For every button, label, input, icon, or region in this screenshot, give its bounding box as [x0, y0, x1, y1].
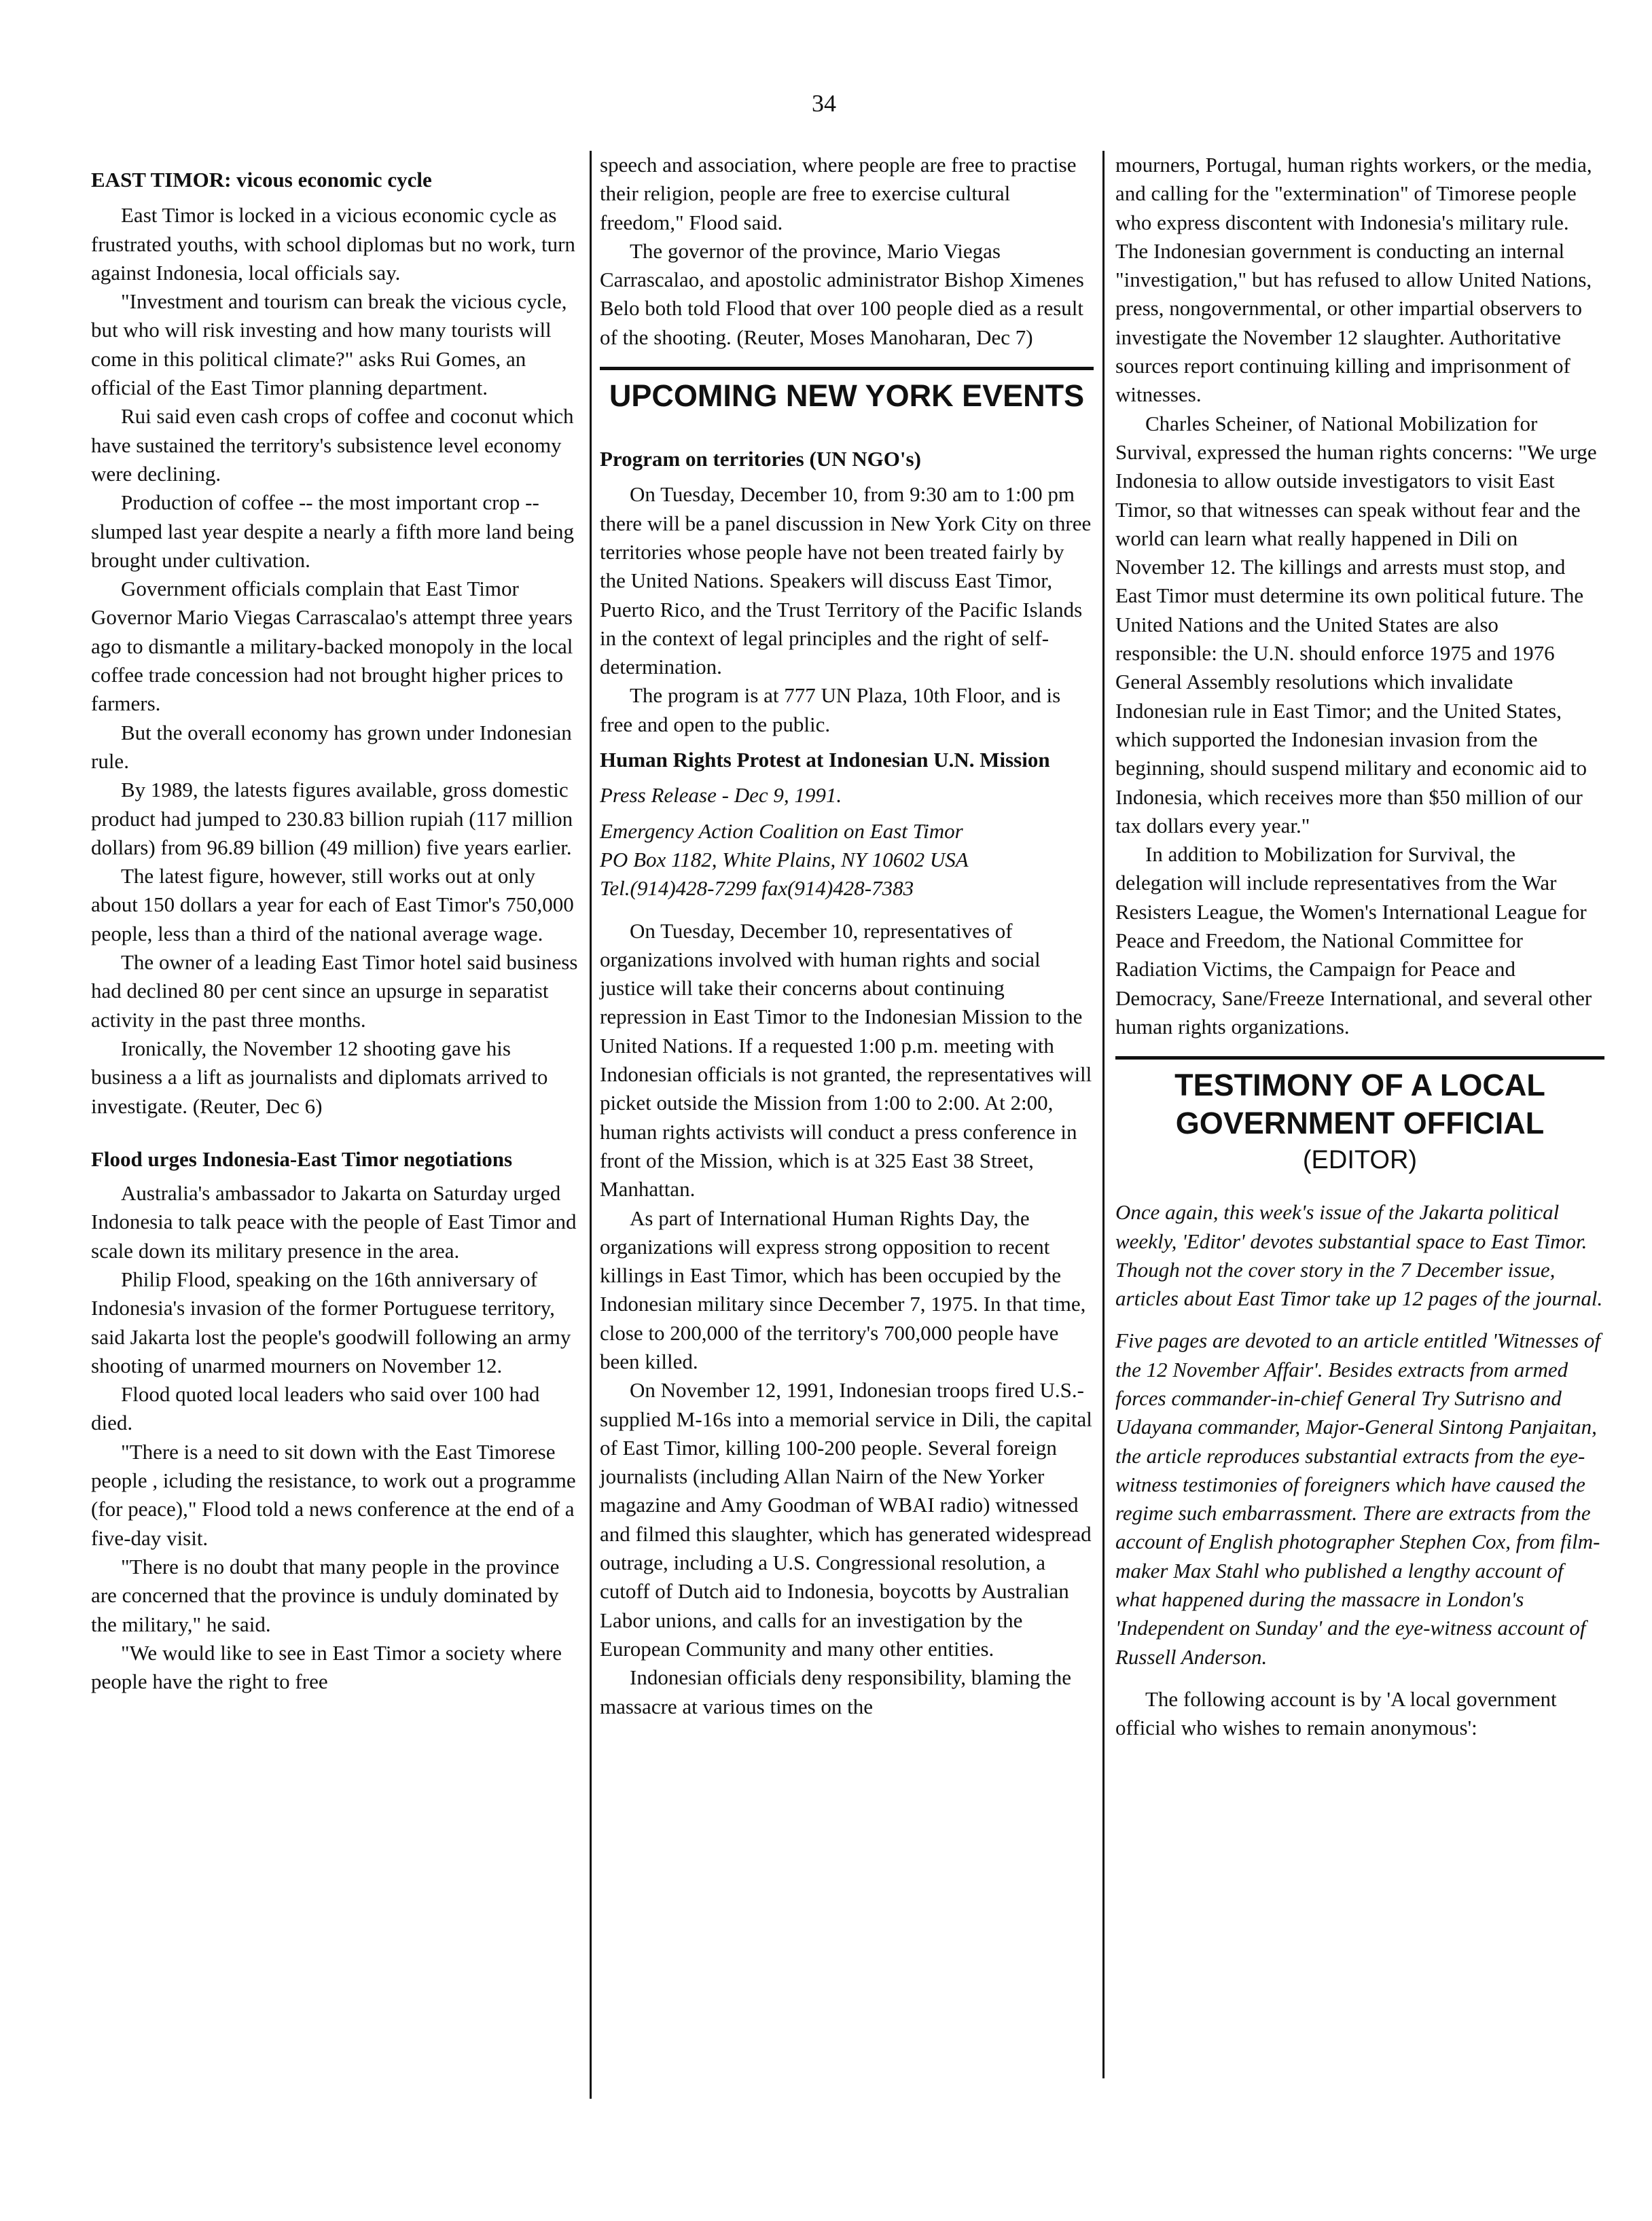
subheading-protest: Human Rights Protest at Indonesian U.N. Mission [600, 748, 1050, 772]
paragraph: The latest figure, however, still works out at only about 150 dollars a year for each of East Timor's 750,000 people, less than a third of the national average wage. [91, 864, 574, 945]
paragraph: Australia's ambassador to Jakarta on Saturday urged Indonesia to talk peace with the people of East Timor and scale down its military presence in the area. [91, 1181, 577, 1263]
paragraph: Flood quoted local leaders who said over 100 had died. [91, 1382, 540, 1435]
paragraph: Philip Flood, speaking on the 16th anniversary of Indonesia's invasion of the former Portuguese territory, said Jakarta lost the people's goodwill following an army shooting of unarmed mourners on November 12. [91, 1267, 571, 1377]
paragraph: The following account is by 'A local government official who wishes to remain anonymous': [1115, 1686, 1557, 1740]
paragraph: Charles Scheiner, of National Mobilization for Survival, expressed the human rights concerns: "We urge Indonesia to allow outside investigators to visit East Timor, so that witnesses can speak without fear and the world can learn what really happened in Dili on November 12. The killings and arrests must stop, and East Timor must determine its own political future. The United Nations and the United States are also responsible: the U.N. should enforce 1975 and 1976 General Assembly resolutions which invalidate Indonesian rule in East Timor; and the United States, which supported the Indonesian invasion from the beginning, should suspend military and economic aid to Indonesia, which receives more than $50 million of our tax dollars every year." [1115, 411, 1597, 837]
section-rule [600, 367, 1094, 370]
paragraph: Ironically, the November 12 shooting gave his business a a lift as journalists and diplomats arrived to investigate. (Reuter, Dec 6) [91, 1036, 548, 1118]
editor-intro: Five pages are devoted to an article entitled 'Witnesses of the 12 November Affair'. Besides extracts from armed forces commander-in-chief General Try Sutrisno and Udayana commander, Major-General Sintong Panjaitan, the article reproduces substantial extracts from the eye-witness testimonies of foreigners which have caused the regime such embarrassment. There are extracts from the account of English photographer Stephen Cox, from film-maker Max Stahl who published a lengthy account of what happened during the massacre in London's 'Independent on Sunday' and the eye-witness account of Russell Anderson. [1115, 1329, 1600, 1669]
paragraph: As part of International Human Rights Day, the organizations will express strong opposition to recent killings in East Timor, which has been occupied by the Indonesian military since December 7, 1975. In that time, close to 200,000 of the territory's 700,000 people have been killed. [600, 1206, 1086, 1373]
paragraph: Rui said even cash crops of coffee and coconut which have sustained the territory's subsistence level economy were declining. [91, 404, 574, 486]
paragraph: "There is a need to sit down with the East Timorese people , icluding the resistance, to work out a programme (for peace)," Flood told a news conference at the end of a five-day visit. [91, 1439, 576, 1550]
paragraph: In addition to Mobilization for Survival, the delegation will include representatives from the War Resisters League, the Women's International League for Peace and Freedom, the National Committee for Radiation Victims, the Campaign for Peace and Democracy, Sane/Freeze International, and several other human rights organizations. [1115, 842, 1592, 1039]
coalition-address: PO Box 1182, White Plains, NY 10602 USA [600, 847, 969, 871]
editor-intro: Once again, this week's issue of the Jakarta political weekly, 'Editor' devotes substantial space to East Timor. Though not the cover story in the 7 December issue, articles about East Timor take up 12 pages of the journal. [1115, 1200, 1603, 1311]
page-number: 34 [812, 90, 836, 117]
paragraph: The owner of a leading East Timor hotel said business had declined 80 per cent since an upsurge in separatist activity in the past three months. [91, 950, 578, 1032]
section-rule [1115, 1056, 1604, 1060]
paragraph: By 1989, the latests figures available, gross domestic product had jumped to 230.83 billion rupiah (117 million dollars) from 96.89 billion (49 million) five years earlier. [91, 778, 573, 859]
paragraph: But the overall economy has grown under Indonesian rule. [91, 720, 572, 773]
article-headline-economic-cycle: EAST TIMOR: vicous economic cycle [91, 168, 432, 192]
paragraph: East Timor is locked in a vicious economic cycle as frustrated youths, with school diplomas but no work, turn against Indonesia, local officials say. [91, 203, 575, 285]
paragraph: The governor of the province, Mario Viegas Carrascalao, and apostolic administrator Bishop Ximenes Belo both told Flood that over 100 people died as a result of the shooting. (Reuter, Moses Manoharan, Dec 7) [600, 238, 1084, 349]
coalition-phone: Tel.(914)428-7299 fax(914)428-7383 [600, 876, 914, 901]
column-1 [91, 166, 580, 1696]
article-headline-flood: Flood urges Indonesia-East Timor negotiations [91, 1146, 513, 1171]
paragraph: Indonesian officials deny responsibility, blaming the massacre at various times on the [600, 1665, 1072, 1718]
column-2 [600, 151, 1094, 1721]
paragraph: Production of coffee -- the most important crop -- slumped last year despite a nearly a fifth more land being brought under cultivation. [91, 490, 575, 572]
column-rule-right [1102, 151, 1105, 2078]
press-release-date: Press Release - Dec 9, 1991. [600, 783, 842, 808]
paragraph: On November 12, 1991, Indonesian troops fired U.S.-supplied M-16s into a memorial service in Dili, the capital of East Timor, killing 100-200 people. Several foreign journalists (including Allan Nairn of the New Yorker magazine and Amy Goodman of WBAI radio) witnessed and filmed this slaughter, which has generated widespread outrage, including a U.S. Congressional resolution, a cutoff of Dutch aid to Indonesia, boycotts by Australian Labor unions, and calls for an investigation by the European Community and many other entities. [600, 1378, 1092, 1661]
paragraph: On Tuesday, December 10, representatives of organizations involved with human rights and social justice will take their concerns about continuing repression in East Timor to the Indonesian Mission to the United Nations. If a requested 1:00 p.m. meeting with Indonesian officials is not granted, the representatives will picket outside the Mission from 1:00 to 2:00. At 2:00, human rights activists will conduct a press conference in front of the Mission, which is at 325 East 38 Street, Manhattan. [600, 918, 1092, 1202]
paragraph: speech and association, where people are free to practise their religion, people are free to exercise cultural freedom," Flood said. [600, 153, 1077, 234]
coalition-name: Emergency Action Coalition on East Timor [600, 818, 963, 843]
paragraph: mourners, Portugal, human rights workers, or the media, and calling for the "extermination" of Timorese people who express discontent with Indonesia's military rule. The Indonesian government is conducting an internal "investigation," but has refused to allow United Nations, press, nongovernmental, or other impartial observers to investigate the November 12 slaughter. Authoritative sources report continuing killing and imprisonment of witnesses. [1115, 153, 1592, 407]
section-source: (EDITOR) [1302, 1146, 1418, 1175]
section-banner-testimony: TESTIMONY OF A LOCAL GOVERNMENT OFFICIAL [1174, 1068, 1545, 1141]
paragraph: On Tuesday, December 10, from 9:30 am to 1:00 pm there will be a panel discussion in New York City on three territories whose people have not been treated fairly by the United Nations. Speakers will discuss East Timor, Puerto Rico, and the Trust Territory of the Pacific Islands in the context of legal principles and the right of self-determination. [600, 482, 1092, 679]
paragraph: "We would like to see in East Timor a society where people have the right to free [91, 1640, 562, 1694]
subheading-territories: Program on territories (UN NGO's) [600, 447, 921, 471]
column-rule-left [590, 151, 592, 2099]
paragraph: Government officials complain that East Timor Governor Mario Viegas Carrascalao's attempt three years ago to dismantle a military-backed monopoly in the local coffee trade concession had not brought higher prices to farmers. [91, 577, 573, 716]
column-3 [1115, 151, 1604, 1743]
paragraph: The program is at 777 UN Plaza, 10th Floor, and is free and open to the public. [600, 683, 1061, 736]
section-banner-ny-events: UPCOMING NEW YORK EVENTS [609, 378, 1085, 414]
paragraph: "There is no doubt that many people in the province are concerned that the province is unduly dominated by the military," he said. [91, 1554, 560, 1636]
paragraph: "Investment and tourism can break the vicious cycle, but who will risk investing and how many tourists will come in this political climate?" asks Rui Gomes, an official of the East Timor planning department. [91, 289, 567, 400]
